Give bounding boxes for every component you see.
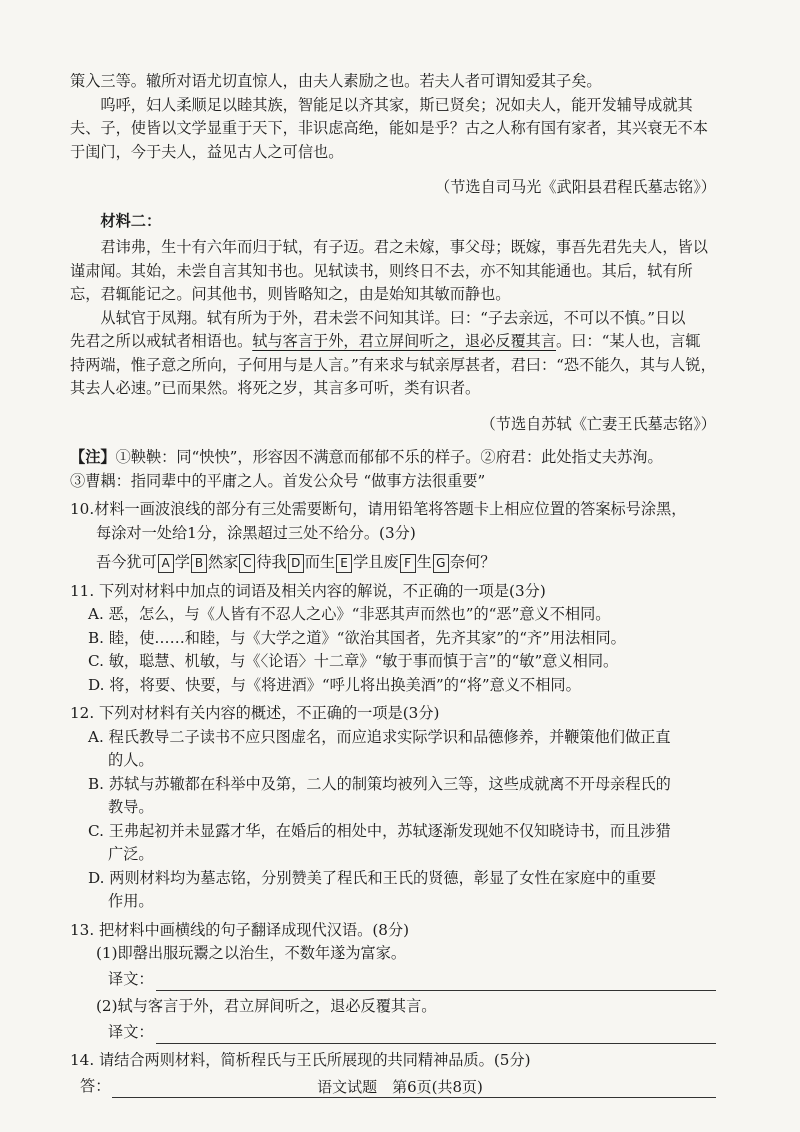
question-stem: 13. 把材料中画横线的句子翻译成现代汉语。(8分) xyxy=(70,920,410,939)
underlined-sentence: 轼与客言于外，君立屏间听之，退必反覆其言 xyxy=(252,332,556,350)
text-segment: 先君之所以戒轼者相语也。 xyxy=(70,332,253,350)
question-13 xyxy=(70,919,730,1045)
option-b: B. 睦，使……和睦，与《大学之道》“欲治其国者，先齐其家”的“齐”用法相同。 xyxy=(88,628,626,647)
text-segment: 奈何？ xyxy=(449,553,496,571)
answer-label: 答： xyxy=(80,1076,111,1095)
text-line: 夫、子，使皆以文学显重于天下，非识虑高绝，能如是乎？古之人称有国有家者，其兴衰无不本 xyxy=(70,119,708,137)
text-segment: 而生 xyxy=(304,553,336,571)
option-c: C. 王弗起初并未显露才华，在婚后的相处中，苏轼逐渐发现她不仅知晓诗书，而且涉猎 xyxy=(88,821,671,840)
page-footer: 语文试题 第6页(共8页) xyxy=(317,1078,483,1096)
text-segment: 待我 xyxy=(256,553,287,571)
text-line xyxy=(70,330,730,354)
exam-page xyxy=(70,70,730,1102)
option-b: B. 苏轼与苏辙都在科举中及第，二人的制策均被列入三等，这些成就离不开母亲程氏的 xyxy=(88,774,671,793)
answer-box-g[interactable]: G xyxy=(433,554,449,573)
option-d: D. 两则材料均为墓志铭，分别赞美了程氏和王氏的贤德，彰显了女性在家庭中的重要 xyxy=(88,868,657,887)
note-label: 【注】 xyxy=(70,448,116,466)
sentence-break-options xyxy=(70,551,730,575)
option-a: A. 恶，怎么，与《人皆有不忍人之心》“非恶其声而然也”的“恶”意义不相同。 xyxy=(88,605,611,623)
text-line: 谨肃闻。其始，未尝自言其知书也。见轼读书，则终日不去，亦不知其能通也。其后，轼有所 xyxy=(70,261,693,280)
answer-label: 译文： xyxy=(108,969,154,988)
question-stem: 材料一画波浪线的部分有三处需要断句，请用铅笔将答题卡上相应位置的答案标号涂黑， xyxy=(94,500,687,518)
text-segment: 学且废 xyxy=(353,553,399,571)
question-stem: 14. 请结合两则材料，简析程氏与王氏所展现的共同精神品质。(5分) xyxy=(70,1051,531,1069)
text-segment: 学 xyxy=(174,553,190,571)
answer-blank[interactable] xyxy=(156,1025,716,1044)
text-line: 君讳弗，生十有六年而归于轼，有子迈。君之未嫁，事父母；既嫁，事吾先君先夫人，皆以 xyxy=(100,238,708,256)
text-line: 从轼官于凤翔。轼有所为于外，君未尝不问知其详。曰：“子去亲远，不可以不慎。”日以 xyxy=(100,308,686,327)
question-stem: 每涂对一处给1分，涂黑超过三处不给分。(3分) xyxy=(96,523,416,542)
text-segment: 吾今犹可 xyxy=(96,553,157,571)
answer-line-1[interactable] xyxy=(70,968,730,992)
text-line: 于闺门，今于夫人，益见古人之可信也。 xyxy=(70,142,344,161)
material-one-continuation xyxy=(70,70,730,200)
answer-box-c[interactable]: C xyxy=(239,554,255,573)
answer-box-d[interactable]: D xyxy=(288,554,304,573)
question-10 xyxy=(70,498,730,575)
text-line: 呜呼，妇人柔顺足以睦其族，智能足以齐其家，斯已贤矣；况如夫人，能开发辅导成就其 xyxy=(100,95,693,114)
material-two xyxy=(70,210,730,437)
answer-label: 译文： xyxy=(108,1022,154,1041)
note-text: ③曹耦：指同辈中的平庸之人。首发公众号 “做事方法很重要” xyxy=(70,471,486,490)
option-c-continued: 广泛。 xyxy=(108,845,154,863)
text-segment: 生 xyxy=(416,553,432,571)
option-c: C. 敏，聪慧、机敏，与《〈论语〉十二章》“敏于事而慎于言”的“敏”意义相同。 xyxy=(88,652,619,670)
option-d: D. 将，将要、快要，与《将进酒》“呼儿将出换美酒”的“将”意义不相同。 xyxy=(88,675,581,694)
answer-box-a[interactable]: A xyxy=(158,554,174,573)
text-segment: 然家 xyxy=(207,553,239,571)
answer-blank[interactable] xyxy=(156,972,716,991)
option-a: A. 程氏教导二子读书不应只图虚名，而应追求实际学识和品德修养，并鞭策他们做正直 xyxy=(88,727,671,746)
answer-line-2[interactable] xyxy=(70,1021,730,1045)
text-line: 其去人必速。”已而果然。将死之岁，其言多可听，类有识者。 xyxy=(70,379,481,397)
answer-box-f[interactable]: F xyxy=(400,554,416,573)
text-segment: 。曰：“某人也，言辄 xyxy=(556,332,701,350)
annotation-notes xyxy=(70,446,730,493)
source-citation: （节选自苏轼《亡妻王氏墓志铭》） xyxy=(480,414,716,433)
text-line: 忘，君辄能记之。问其他书，则皆略知之，由是始知其敏而静也。 xyxy=(70,285,511,303)
question-12 xyxy=(70,702,730,914)
question-stem: 11. 下列对材料中加点的词语及相关内容的解说，不正确的一项是(3分) xyxy=(70,581,546,600)
option-b-continued: 教导。 xyxy=(108,798,154,816)
option-d-continued: 作用。 xyxy=(108,892,154,910)
source-citation: （节选自司马光《武阳县君程氏墓志铭》） xyxy=(435,178,716,196)
question-11 xyxy=(70,580,730,698)
sub-question-2: (2)轼与客言于外，君立屏间听之，退必反覆其言。 xyxy=(96,997,437,1015)
text-line: 策入三等。辙所对语尤切直惊人，由夫人素励之也。若夫人者可谓知爱其子矣。 xyxy=(70,72,602,90)
question-stem: 12. 下列对材料有关内容的概述，不正确的一项是(3分) xyxy=(70,704,440,722)
text-line: 持两端，惟子意之所向，子何用与是人言。”有来求与轼亲厚甚者，君曰：“恐不能久，其与人锐， xyxy=(70,355,716,374)
answer-box-e[interactable]: E xyxy=(336,554,352,573)
question-number: 10. xyxy=(70,500,95,518)
option-a-continued: 的人。 xyxy=(108,751,154,769)
sub-question-1: (1)即罄出服玩鬻之以治生，不数年遂为富家。 xyxy=(96,944,407,962)
section-heading: 材料二： xyxy=(100,211,162,230)
note-text: ①鞅鞅：同“怏怏”，形容因不满意而郁郁不乐的样子。②府君：此处指丈夫苏洵。 xyxy=(115,448,663,466)
answer-box-b[interactable]: B xyxy=(191,554,207,573)
